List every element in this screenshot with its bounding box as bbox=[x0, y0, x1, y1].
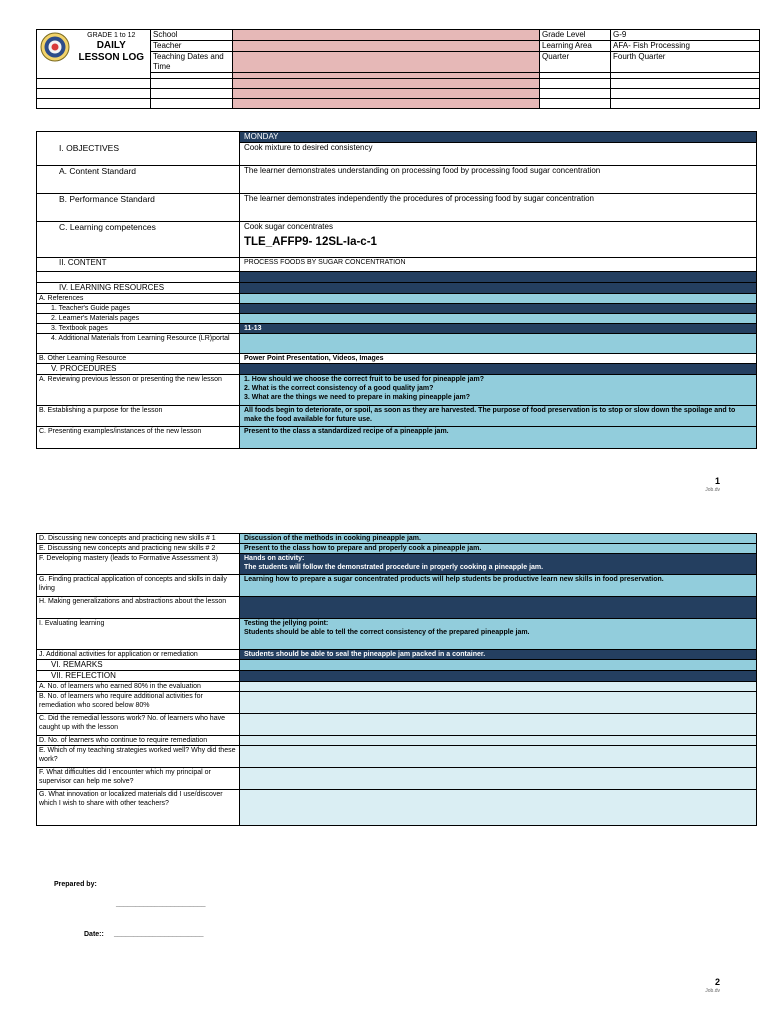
procedures-label: V. PROCEDURES bbox=[37, 364, 240, 375]
proc-j-value: Students should be able to seal the pineapple jam packed in a container. bbox=[240, 650, 757, 660]
other-resource-value: Power Point Presentation, Videos, Images bbox=[240, 354, 757, 364]
proc-i-line-1: Testing the jellying point: bbox=[244, 620, 329, 627]
reflection-a-value[interactable] bbox=[240, 682, 757, 692]
content-standard-label: A. Content Standard bbox=[37, 166, 240, 194]
textbook-pages-value: 11-13 bbox=[240, 324, 757, 334]
proc-e-label: E. Discussing new concepts and practicing new skills # 2 bbox=[37, 544, 240, 554]
proc-e-value: Present to the class how to prepare and properly cook a pineapple jam. bbox=[240, 544, 757, 554]
prepared-by-label: Prepared by: bbox=[54, 881, 97, 888]
dates-label: Teaching Dates and Time bbox=[151, 52, 233, 73]
proc-f-line-2: The students will follow the demonstrated procedure in properly cooking a pineapple jam. bbox=[244, 564, 544, 571]
competences-value: Cook sugar concentrates bbox=[244, 222, 333, 231]
content-label: II. CONTENT bbox=[37, 258, 240, 272]
textbook-pages-label: 3. Textbook pages bbox=[37, 324, 240, 334]
reflection-g-label: G. What innovation or localized materials did I use/discover which I wish to share with other teachers? bbox=[37, 790, 240, 826]
competences-code: TLE_AFFP9- 12SL-Ia-c-1 bbox=[244, 236, 377, 248]
reflection-a-label: A. No. of learners who earned 80% in the evaluation bbox=[37, 682, 240, 692]
learning-area-value[interactable]: AFA- Fish Processing bbox=[611, 41, 760, 52]
proc-g-label: G. Finding practical application of concepts and skills in daily living bbox=[37, 575, 240, 597]
proc-h-label: H. Making generalizations and abstractions about the lesson bbox=[37, 597, 240, 619]
reflection-b-label: B. No. of learners who require additional activities for remediation who scored below 80% bbox=[37, 692, 240, 714]
lesson-table-page2 bbox=[36, 533, 757, 826]
page2-block bbox=[36, 533, 757, 826]
page-foot-1: Job.dv bbox=[705, 487, 720, 493]
school-value[interactable] bbox=[233, 30, 540, 41]
teacher-label: Teacher bbox=[151, 41, 233, 52]
signature-line[interactable]: _______________________ bbox=[116, 901, 206, 908]
page-foot-2: Job.dv bbox=[705, 988, 720, 994]
proc-f-line-1: Hands on activity: bbox=[244, 555, 305, 562]
proc-i-line-2: Students should be able to tell the correct consistency of the prepared pineapple jam. bbox=[244, 629, 530, 636]
proc-a-line-1: 1. How should we choose the correct fruit to be used for pineapple jam? bbox=[244, 376, 484, 383]
tg-pages-label: 1. Teacher's Guide pages bbox=[37, 304, 240, 314]
proc-f-value bbox=[240, 554, 757, 575]
content-standard-value: The learner demonstrates understanding on processing food by processing food sugar concentration bbox=[240, 166, 757, 194]
quarter-value[interactable]: Fourth Quarter bbox=[611, 52, 760, 73]
reflection-f-label: F. What difficulties did I encounter which my principal or supervisor can help me solve? bbox=[37, 768, 240, 790]
proc-j-label: J. Additional activities for application or remediation bbox=[37, 650, 240, 660]
proc-b-value: All foods begin to deteriorate, or spoil, as soon as they are harvested. The purpose of food preservation is to stop or slow down the spoilage and to make the food available for future use. bbox=[240, 406, 757, 427]
objectives-label: I. OBJECTIVES bbox=[37, 143, 240, 166]
dates-value[interactable] bbox=[233, 52, 540, 73]
performance-standard-label: B. Performance Standard bbox=[37, 194, 240, 222]
proc-b-label: B. Establishing a purpose for the lesson bbox=[37, 406, 240, 427]
proc-c-value: Present to the class a standardized recipe of a pineapple jam. bbox=[240, 427, 757, 449]
performance-standard-value: The learner demonstrates independently the procedures of processing food by sugar concentration bbox=[240, 194, 757, 222]
teacher-value[interactable] bbox=[233, 41, 540, 52]
date-label: Date:: bbox=[84, 931, 104, 938]
reflection-c-label: C. Did the remedial lessons work? No. of learners who have caught up with the lesson bbox=[37, 714, 240, 736]
grade-range: GRADE 1 to 12 bbox=[87, 32, 136, 39]
seal-icon bbox=[40, 32, 70, 62]
remarks-label: VI. REMARKS bbox=[37, 660, 240, 671]
reflection-d-label: D. No. of learners who continue to require remediation bbox=[37, 736, 240, 746]
references-label: A. References bbox=[37, 294, 240, 304]
reflection-f-value[interactable] bbox=[240, 768, 757, 790]
reflection-label: VII. REFLECTION bbox=[37, 671, 240, 682]
objectives-value: Cook mixture to desired consistency bbox=[240, 143, 757, 166]
proc-i-value bbox=[240, 619, 757, 650]
competences-cell bbox=[240, 222, 757, 258]
quarter-label: Quarter bbox=[540, 52, 611, 73]
lesson-table-page1 bbox=[36, 131, 757, 449]
lm-pages-label: 2. Learner's Materials pages bbox=[37, 314, 240, 324]
reflection-b-value[interactable] bbox=[240, 692, 757, 714]
proc-a-line-2: 2. What is the correct consistency of a good quality jam? bbox=[244, 385, 434, 392]
title-cell bbox=[73, 30, 151, 79]
reflection-d-value[interactable] bbox=[240, 736, 757, 746]
page-number-1: 1 bbox=[714, 476, 720, 486]
proc-a-label: A. Reviewing previous lesson or presenting the new lesson bbox=[37, 375, 240, 406]
school-label: School bbox=[151, 30, 233, 41]
reflection-g-value[interactable] bbox=[240, 790, 757, 826]
proc-a-value bbox=[240, 375, 757, 406]
page-number-2: 2 bbox=[714, 977, 720, 987]
page1-block bbox=[36, 131, 757, 449]
proc-d-label: D. Discussing new concepts and practicing new skills # 1 bbox=[37, 534, 240, 544]
proc-c-label: C. Presenting examples/instances of the new lesson bbox=[37, 427, 240, 449]
header-block bbox=[36, 29, 760, 109]
additional-materials-label: 4. Additional Materials from Learning Resource (LR)portal bbox=[37, 334, 240, 354]
resources-label: IV. LEARNING RESOURCES bbox=[37, 283, 240, 294]
grade-level-label: Grade Level bbox=[540, 30, 611, 41]
reflection-e-label: E. Which of my teaching strategies worked well? Why did these work? bbox=[37, 746, 240, 768]
date-line[interactable]: _______________________ bbox=[114, 931, 204, 938]
deped-seal bbox=[37, 30, 73, 79]
proc-i-label: I. Evaluating learning bbox=[37, 619, 240, 650]
proc-h-value bbox=[240, 597, 757, 619]
proc-f-label: F. Developing mastery (leads to Formative Assessment 3) bbox=[37, 554, 240, 575]
proc-a-line-3: 3. What are the things we need to prepare in making pineapple jam? bbox=[244, 394, 470, 401]
reflection-e-value[interactable] bbox=[240, 746, 757, 768]
reflection-c-value[interactable] bbox=[240, 714, 757, 736]
header-table bbox=[36, 29, 760, 109]
title-daily: DAILY bbox=[96, 40, 126, 51]
competences-label: C. Learning competences bbox=[37, 222, 240, 258]
learning-area-label: Learning Area bbox=[540, 41, 611, 52]
other-resource-label: B. Other Learning Resource bbox=[37, 354, 240, 364]
grade-level-value[interactable]: G-9 bbox=[611, 30, 760, 41]
title-lesson-log: LESSON LOG bbox=[78, 52, 145, 63]
proc-d-value: Discussion of the methods in cooking pineapple jam. bbox=[240, 534, 757, 544]
content-value: PROCESS FOODS BY SUGAR CONCENTRATION bbox=[240, 258, 757, 272]
proc-g-value: Learning how to prepare a sugar concentrated products will help students be productive learn new skills in food preservation. bbox=[240, 575, 757, 597]
day-header: MONDAY bbox=[240, 132, 757, 143]
